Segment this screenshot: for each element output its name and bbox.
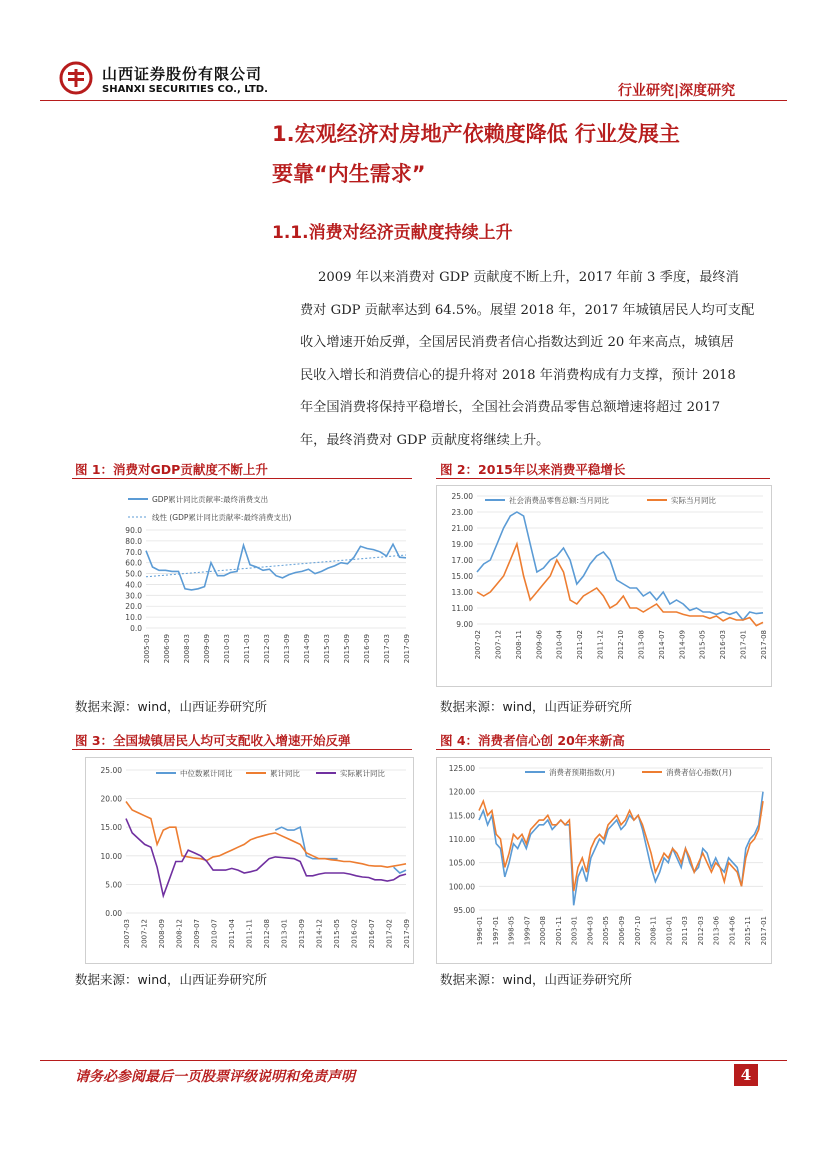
- y-tick-label: 110.00: [448, 835, 475, 844]
- y-tick-label: 13.00: [451, 588, 473, 597]
- x-tick-label: 2014-12: [315, 919, 324, 949]
- figure-4-title-rule: [436, 749, 770, 750]
- legend-label: 累计同比: [270, 769, 300, 778]
- x-tick-label: 2008-09: [158, 919, 166, 949]
- section-heading-line2: 要靠“内生需求”: [272, 162, 426, 186]
- figure-4-svg: [437, 758, 771, 963]
- x-tick-label: 2001-11: [554, 916, 563, 946]
- figure-4-source: 数据来源：wind，山西证券研究所: [440, 972, 633, 987]
- x-tick-label: 2008-12: [175, 919, 184, 949]
- x-tick-label: 2013-06: [712, 916, 721, 946]
- y-tick-label: 20.0: [125, 602, 142, 612]
- x-tick-label: 2007-12: [494, 630, 503, 660]
- x-tick-label: 2006-09: [618, 916, 626, 946]
- y-tick-label: 70.0: [125, 547, 142, 557]
- y-tick-label: 90.0: [125, 526, 142, 535]
- logo: [58, 60, 94, 96]
- y-tick-label: 60.0: [125, 558, 142, 568]
- y-tick-label: 125.00: [448, 764, 475, 773]
- subsection-heading: 1.1.消费对经济贡献度持续上升: [272, 223, 513, 243]
- y-tick-label: 30.0: [125, 591, 142, 601]
- header-divider: [40, 100, 787, 101]
- y-tick-label: 15.00: [100, 823, 122, 833]
- y-tick-label: 9.00: [456, 620, 473, 629]
- x-tick-label: 1997-01: [491, 916, 500, 946]
- y-tick-label: 25.00: [100, 766, 122, 775]
- logo-mark-icon: [58, 60, 94, 96]
- x-tick-label: 2007-12: [140, 919, 149, 949]
- y-tick-label: 105.00: [448, 858, 475, 868]
- x-tick-label: 2007-10: [633, 916, 642, 946]
- y-tick-label: 19.00: [451, 540, 473, 549]
- y-tick-label: 17.00: [451, 556, 473, 565]
- body-paragraph: [300, 262, 770, 457]
- company-name-cn: 山西证券股份有限公司: [102, 65, 263, 83]
- y-tick-label: 5.00: [105, 880, 122, 890]
- x-tick-label: 2012-08: [263, 919, 271, 949]
- figure-1-chart: [108, 485, 412, 685]
- y-tick-label: 0.0: [130, 624, 142, 633]
- figure-3-chart: [85, 757, 414, 964]
- x-tick-label: 2009-09: [203, 634, 211, 664]
- x-tick-label: 2013-09: [298, 919, 306, 949]
- figure-2-chart: [436, 485, 772, 687]
- y-tick-label: 100.00: [448, 882, 475, 892]
- y-tick-label: 10.0: [125, 613, 142, 623]
- x-tick-label: 1999-07: [523, 916, 532, 946]
- paragraph-line: 年，最终消费对 GDP 贡献度将继续上升。: [300, 432, 550, 448]
- y-tick-label: 0.00: [105, 909, 122, 918]
- series-line-1: [275, 827, 406, 873]
- paragraph-line: 2009 年以来消费对 GDP 贡献度不断上升，2017 年前 3 季度，最终消: [318, 270, 739, 285]
- x-tick-label: 2017-03: [383, 634, 391, 664]
- section-heading-line1: 1.宏观经济对房地产依赖度降低 行业发展主: [272, 122, 680, 146]
- x-tick-label: 2011-12: [596, 630, 605, 660]
- figure-2-source: 数据来源：wind，山西证券研究所: [440, 699, 633, 714]
- x-tick-label: 2017-09: [403, 919, 411, 949]
- figure-3-source: 数据来源：wind，山西证券研究所: [75, 972, 268, 987]
- paragraph-line: 收入增速开始反弹，全国居民消费者信心指数达到近 20 年来高点，城镇居: [300, 335, 734, 350]
- y-tick-label: 40.0: [125, 580, 142, 590]
- figure-3-title: 图 3：全国城镇居民人均可支配收入增速开始反弹: [75, 733, 351, 748]
- x-tick-label: 1996-01: [476, 916, 484, 946]
- x-tick-label: 2015-09: [343, 634, 351, 664]
- figure-1-source: 数据来源：wind，山西证券研究所: [75, 699, 268, 714]
- x-tick-label: 2006-09: [163, 634, 171, 664]
- legend-label: 消费者预期指数(月): [549, 768, 615, 777]
- x-tick-label: 2000-08: [539, 916, 548, 946]
- page-number: 4: [734, 1064, 758, 1086]
- legend-label: 社会消费品零售总额:当月同比: [509, 496, 610, 505]
- x-tick-label: 2003-01: [570, 916, 579, 946]
- figure-3-title-rule: [72, 749, 412, 750]
- x-tick-label: 1998-05: [507, 916, 516, 946]
- x-tick-label: 2017-08: [760, 630, 768, 660]
- x-tick-label: 2014-07: [657, 630, 666, 660]
- legend-label: 实际当月同比: [671, 496, 716, 505]
- x-tick-label: 2016-07: [368, 919, 376, 949]
- x-tick-label: 2013-09: [283, 634, 291, 664]
- paragraph-line: 民收入增长和消费信心的提升将对 2018 年消费构成有力支撑，预计 2018: [300, 367, 736, 383]
- x-tick-label: 2008-03: [183, 634, 191, 664]
- paragraph-line: 费对 GDP 贡献率达到 64.5%。展望 2018 年，2017 年城镇居民人均可支配: [300, 302, 755, 318]
- y-tick-label: 15.00: [451, 572, 473, 581]
- series-line-2: [479, 801, 763, 891]
- legend-label: GDP累计同比贡献率:最终消费支出: [152, 495, 269, 504]
- x-tick-label: 2011-02: [576, 630, 585, 660]
- x-tick-label: 2014-09: [303, 634, 311, 664]
- x-tick-label: 2011-03: [681, 916, 690, 946]
- x-tick-label: 2011-04: [228, 919, 236, 949]
- x-tick-label: 2010-04: [555, 630, 564, 660]
- x-tick-label: 2011-03: [243, 634, 251, 664]
- disclaimer-notice: 请务必参阅最后一页股票评级说明和免责声明: [75, 1069, 355, 1085]
- company-name-en: SHANXI SECURITIES CO., LTD.: [102, 84, 268, 95]
- y-tick-label: 20.00: [100, 794, 122, 804]
- x-tick-label: 2015-05: [698, 630, 707, 660]
- x-tick-label: 2017-09: [403, 634, 411, 664]
- y-tick-label: 11.00: [451, 604, 473, 613]
- legend-label: 中位数累计同比: [180, 769, 233, 778]
- legend-label: 线性 (GDP累计同比贡献率:最终消费支出): [152, 513, 292, 522]
- x-tick-label: 2011-11: [245, 919, 254, 949]
- x-tick-label: 2009-06: [535, 630, 544, 660]
- y-tick-label: 23.00: [451, 508, 473, 517]
- figure-4-chart: [436, 757, 772, 964]
- x-tick-label: 2012-03: [696, 916, 705, 946]
- y-tick-label: 115.00: [448, 811, 475, 821]
- y-tick-label: 21.00: [451, 524, 473, 533]
- x-tick-label: 2010-03: [223, 634, 231, 664]
- series-line-1: [146, 544, 406, 590]
- y-tick-label: 80.0: [125, 536, 142, 546]
- x-tick-label: 2010-07: [210, 919, 219, 949]
- x-tick-label: 2012-03: [263, 634, 271, 664]
- x-tick-label: 2017-01: [739, 630, 748, 660]
- figure-2-svg: [437, 486, 771, 686]
- x-tick-label: 2015-03: [323, 634, 331, 664]
- x-tick-label: 2014-06: [728, 916, 737, 946]
- x-tick-label: 2012-10: [617, 630, 625, 660]
- legend-label: 实际累计同比: [340, 769, 385, 778]
- y-tick-label: 50.0: [125, 569, 142, 579]
- y-tick-label: 25.00: [451, 492, 473, 501]
- x-tick-label: 2017-01: [760, 916, 768, 946]
- figure-1-svg: [108, 485, 412, 685]
- y-tick-label: 95.00: [453, 906, 475, 915]
- x-tick-label: 2016-02: [350, 919, 359, 949]
- figure-4-title: 图 4：消费者信心创 20年来新高: [440, 733, 625, 748]
- x-tick-label: 2007-03: [123, 919, 131, 949]
- figure-1-title-rule: [72, 478, 412, 479]
- x-tick-label: 2007-02: [474, 630, 482, 660]
- x-tick-label: 2005-05: [602, 916, 611, 946]
- x-tick-label: 2013-01: [280, 919, 289, 949]
- series-line-1: [479, 792, 763, 906]
- figure-2-title-rule: [436, 478, 770, 479]
- y-tick-label: 10.00: [100, 851, 122, 861]
- x-tick-label: 2005-03: [143, 634, 151, 664]
- report-type-tag: 行业研究|深度研究: [618, 83, 736, 99]
- footer-divider: [40, 1060, 787, 1061]
- x-tick-label: 2016-03: [719, 630, 728, 660]
- x-tick-label: 2013-08: [637, 630, 646, 660]
- series-line-2: [126, 802, 406, 868]
- x-tick-label: 2008-11: [514, 630, 523, 660]
- figure-3-svg: [86, 758, 413, 963]
- x-tick-label: 2017-02: [385, 919, 394, 949]
- paragraph-line: 年全国消费将保持平稳增长，全国社会消费品零售总额增速将超过 2017: [300, 400, 721, 415]
- x-tick-label: 2004-03: [586, 916, 595, 946]
- x-tick-label: 2014-09: [678, 630, 687, 660]
- x-tick-label: 2008-11: [649, 916, 658, 946]
- x-tick-label: 2015-11: [744, 916, 753, 946]
- y-tick-label: 120.00: [448, 787, 475, 797]
- x-tick-label: 2010-01: [665, 916, 674, 946]
- figure-2-title: 图 2：2015年以来消费平稳增长: [440, 462, 626, 477]
- figure-1-title: 图 1：消费对GDP贡献度不断上升: [75, 462, 268, 477]
- x-tick-label: 2016-09: [363, 634, 371, 664]
- x-tick-label: 2009-07: [193, 919, 201, 949]
- x-tick-label: 2015-05: [333, 919, 341, 949]
- legend-label: 消费者信心指数(月): [666, 768, 732, 777]
